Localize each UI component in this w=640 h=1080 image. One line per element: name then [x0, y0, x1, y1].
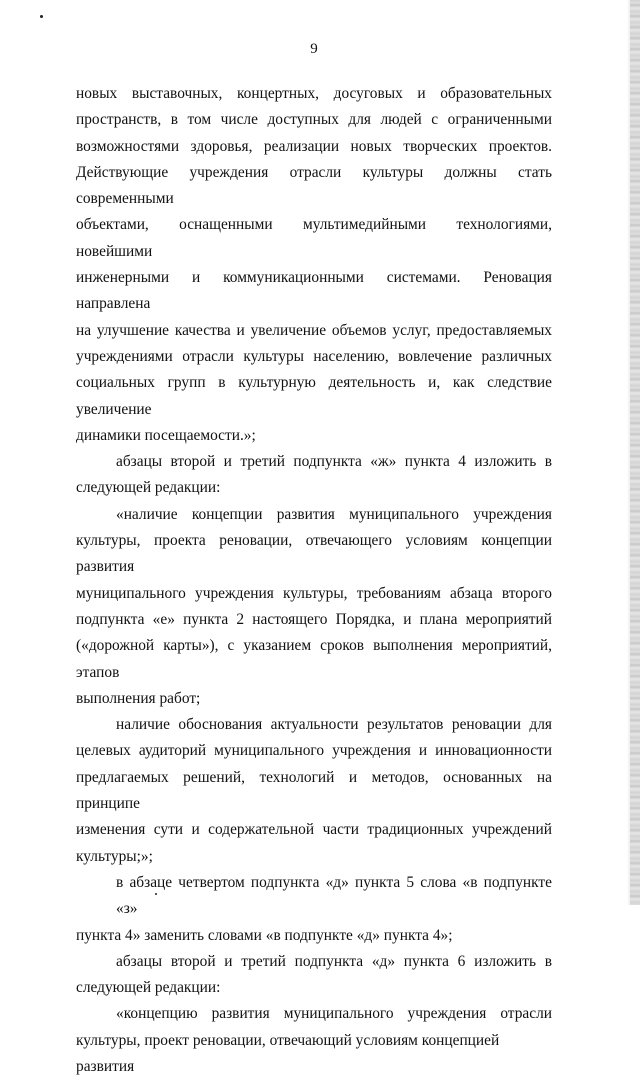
text-line: («дорожной карты»), с указанием сроков выполнения мероприятий, этапов [76, 637, 552, 681]
paragraph [76, 712, 552, 870]
text-line: абзацы второй и третий подпункта «д» пункта 6 изложить в [116, 952, 552, 970]
text-line: следующей редакции: [76, 479, 221, 497]
text-line: изменения сути и содержательной части традиционных учреждений [76, 821, 552, 839]
text-line: культуры, проект реновации, отвечающий условиям концепцией развития [76, 1031, 500, 1075]
paragraph [76, 502, 552, 712]
text-line: инженерными и коммуникационными системами. Реновация направлена [76, 269, 552, 313]
text-line: Действующие учреждения отрасли культуры должны стать современными [76, 163, 552, 208]
text-line: выполнения работ; [76, 689, 201, 707]
text-line: возможностями здоровья, реализации новых творческих проектов. [76, 137, 552, 155]
text-line: социальных групп в культурную деятельность и, как следствие увеличение [76, 374, 552, 418]
text-line: учреждениями отрасли культуры населению, вовлечение различных [76, 347, 552, 365]
text-line: культуры, проекта реновации, отвечающего условиям концепции развития [76, 532, 552, 576]
text-line: следующей редакции: [76, 979, 221, 997]
text-line: целевых аудиторий муниципального учреждения и инновационности [76, 742, 552, 760]
page-number: 9 [310, 41, 318, 57]
text-line: пункта 4» заменить словами «в подпункте «д» пункта 4»; [76, 926, 453, 944]
text-line: пространств, в том числе доступных для людей с ограниченными [76, 111, 552, 129]
text-line: новых выставочных, концертных, досуговых и образовательных [76, 85, 552, 102]
text-line: наличие обоснования актуальности результатов реновации для [116, 716, 552, 734]
document-body [76, 81, 552, 1080]
text-line: на улучшение качества и увеличение объемов услуг, предоставляемых [76, 321, 552, 339]
paragraph [76, 81, 552, 449]
paragraph [76, 449, 552, 502]
text-line: подпункта «е» пункта 2 настоящего Порядка, и плана мероприятий [76, 610, 552, 628]
text-line: «концепцию развития муниципального учреждения отрасли [116, 1005, 552, 1023]
text-line: объектами, оснащенными мультимедийными технологиями, новейшими [76, 216, 552, 260]
text-line: динамики посещаемости.»; [76, 426, 256, 444]
text-line: культуры;»; [76, 847, 153, 865]
text-line: предлагаемых решений, технологий и методов, основанных на принципе [76, 768, 552, 813]
text-line: в абзаце четвертом подпункта «д» пункта 5 слова «в подпункте «з» [116, 873, 552, 918]
text-line: муниципального учреждения культуры, требованиям абзаца второго [76, 584, 552, 602]
paragraph [76, 949, 552, 1002]
paragraph [76, 870, 552, 949]
text-line: абзацы второй и третий подпункта «ж» пункта 4 изложить в [116, 453, 552, 471]
scan-edge-artifact [630, 0, 640, 905]
text-line: «наличие концепции развития муниципального учреждения [116, 505, 552, 523]
paragraph [76, 1001, 552, 1080]
scan-speck [40, 15, 43, 18]
scan-speck [155, 893, 157, 895]
